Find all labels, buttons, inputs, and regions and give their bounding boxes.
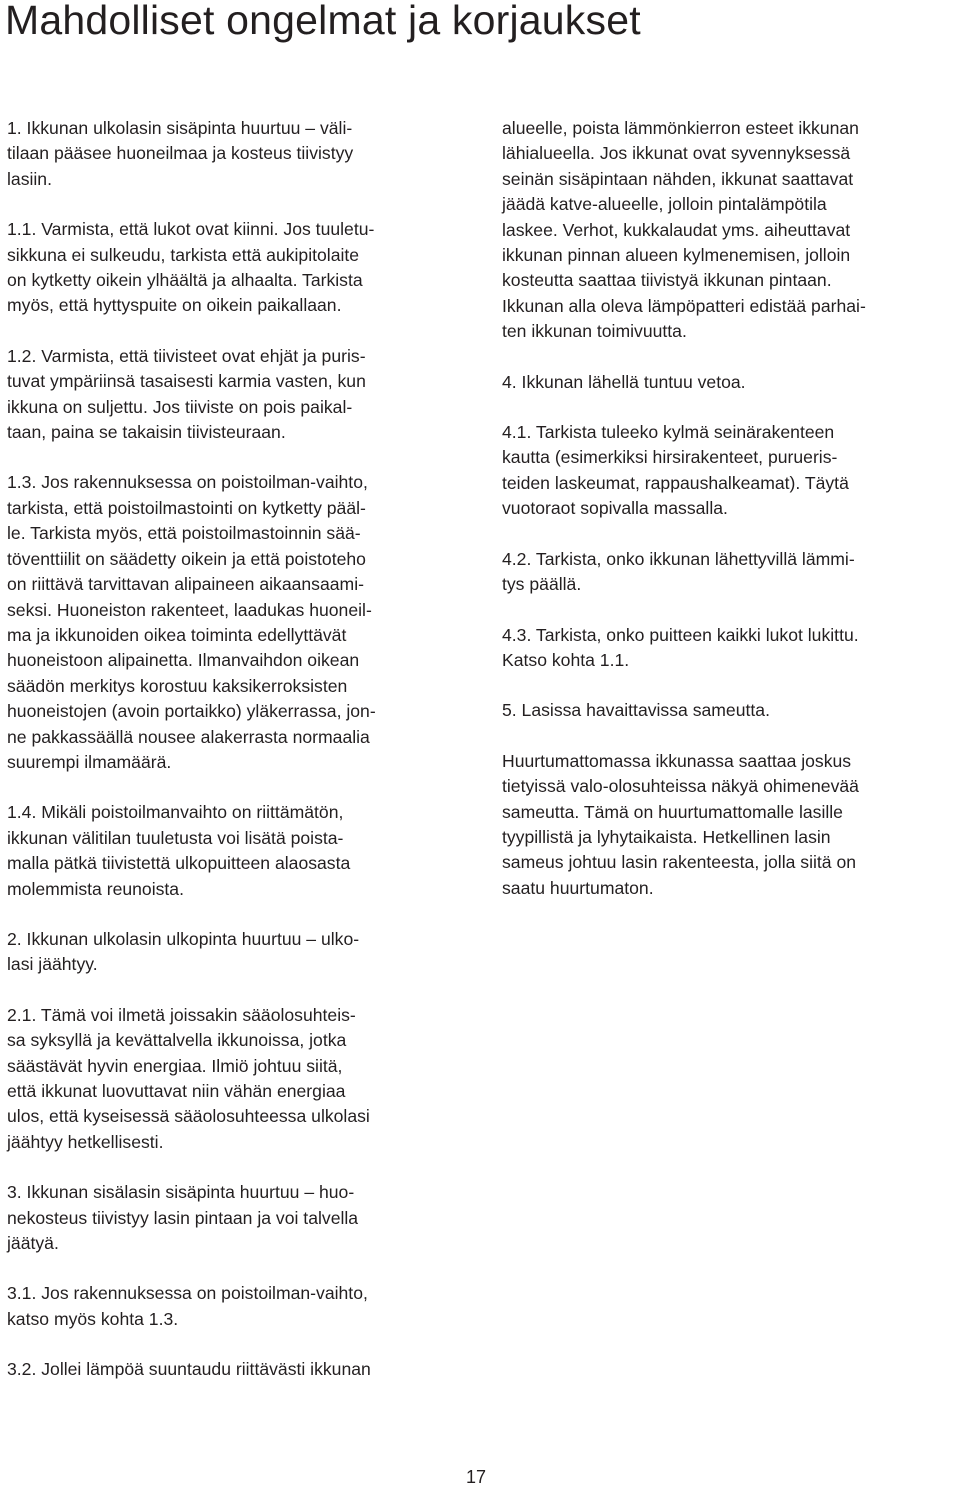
paragraph [502, 749, 957, 901]
paragraph [7, 927, 472, 978]
text-line: Katso kohta 1.1. [502, 649, 630, 670]
text-line: kosteutta saattaa tiivistyä ikkunan pintaan. [502, 270, 832, 291]
right-column [502, 116, 957, 926]
text-line: ikkuna on suljettu. Jos tiiviste on pois paikal- [7, 396, 353, 417]
text-line: ikkunan pinnan alueen kylmenemisen, jolloin [502, 245, 851, 266]
text-line: huoneistoon alipainetta. Ilmanvaihdon oikean [7, 650, 360, 671]
text-line: myös, että hyttyspuite on oikein paikallaan. [7, 295, 342, 316]
text-line: molemmista reunoista. [7, 878, 184, 899]
text-line: Ikkunan alla oleva lämpöpatteri edistää parhai- [502, 295, 866, 316]
paragraph [502, 116, 957, 345]
text-line: kautta (esimerkiksi hirsirakenteet, purueris- [502, 447, 838, 468]
text-line: tys päällä. [502, 574, 582, 595]
text-line: että ikkunat luovuttavat niin vähän energiaa [7, 1081, 346, 1101]
text-line: tuvat ympäriinsä tasaisesti karmia vasten, kun [7, 371, 366, 392]
paragraph [7, 1003, 472, 1155]
paragraph [502, 698, 957, 723]
text-line: 1.3. Jos rakennuksessa on poistoilman-vaihto, [7, 472, 368, 493]
text-line: katso myös kohta 1.3. [7, 1308, 179, 1329]
paragraph [7, 800, 472, 902]
text-line: säädön merkitys korostuu kaksikerroksisten [7, 675, 348, 696]
text-line: le. Tarkista myös, että poistoilmastoinnin sää- [7, 523, 361, 544]
text-line: teiden laskeumat, rappaushalkeamat). Täytä [502, 472, 849, 493]
text-line: 1.2. Varmista, että tiivisteet ovat ehjät ja puris- [7, 345, 366, 366]
text-line: laskee. Verhot, kukkalaudat yms. aiheuttavat [502, 219, 851, 240]
text-line: on kytketty oikein ylhäältä ja alhaalta. Tarkista [7, 270, 363, 291]
text-line: 1. Ikkunan ulkolasin sisäpinta huurtuu – väli- [7, 118, 353, 138]
text-line: jäädä katve-alueelle, jolloin pintalämpötila [502, 194, 827, 215]
text-line: 3.1. Jos rakennuksessa on poistoilman-vaihto, [7, 1283, 368, 1304]
text-line: 4.1. Tarkista tuleeko kylmä seinärakenteen [502, 422, 835, 443]
text-line: 4.2. Tarkista, onko ikkunan lähettyvillä lämmi- [502, 548, 855, 569]
text-line: töventtiilit on säädetty oikein ja että poistoteho [7, 548, 366, 569]
text-line: tarkista, että poistoilmastointi on kytketty pääl- [7, 497, 366, 518]
text-line: sikkuna ei sulkeudu, tarkista että aukipitolaite [7, 244, 360, 265]
text-line: 3.2. Jollei lämpöä suuntaudu riittävästi ikkunan [7, 1359, 371, 1380]
text-line: suurempi ilmamäärä. [7, 751, 172, 772]
text-line: lasi jäähtyy. [7, 954, 98, 975]
paragraph [502, 623, 957, 674]
text-line: nekosteus tiivistyy lasin pintaan ja voi talvella [7, 1207, 359, 1228]
text-line: ten ikkunan toimivuutta. [502, 321, 687, 342]
text-line: sameus johtuu lasin rakenteesta, jolla siitä on [502, 852, 857, 873]
text-line: jäätyä. [7, 1233, 59, 1254]
text-line: tyypillistä ja lyhytaikaista. Hetkellinen lasin [502, 826, 831, 847]
text-line: on riittävä tarvittavan alipaineen aikaansaami- [7, 574, 364, 595]
paragraph [7, 470, 472, 775]
paragraph [7, 1180, 472, 1256]
text-line: Huurtumattomassa ikkunassa saattaa joskus [502, 750, 852, 771]
text-line: vuotoraot sopivalla massalla. [502, 498, 728, 519]
text-line: taan, paina se takaisin tiivisteuraan. [7, 422, 286, 443]
text-line: sa syksyllä ja kevättalvella ikkunoissa, jotka [7, 1030, 347, 1051]
text-line: säästävät hyvin energiaa. Ilmiö johtuu siitä, [7, 1055, 343, 1076]
text-line: tietyissä valo-olosuhteissa näkyä ohimenevää [502, 776, 859, 797]
text-line: seksi. Huoneiston rakenteet, laadukas huoneil- [7, 599, 372, 620]
paragraph [502, 547, 957, 598]
text-line: malla pätkä tiivistettä ulkopuitteen alaosasta [7, 853, 351, 874]
page-title: Mahdolliset ongelmat ja korjaukset [5, 0, 641, 43]
text-line: tilaan pääsee huoneilmaa ja kosteus tiivistyy [7, 143, 354, 164]
text-line: 1.4. Mikäli poistoilmanvaihto on riittämätön, [7, 802, 344, 823]
text-line: lähialueella. Jos ikkunat ovat syvennyksessä [502, 143, 851, 164]
text-line: seinän sisäpintaan nähden, ikkunat saattavat [502, 168, 854, 189]
text-line: 1.1. Varmista, että lukot ovat kiinni. Jos tuuletu- [7, 219, 375, 240]
text-line: huoneistojen (avoin portaikko) yläkerrassa, jon- [7, 701, 376, 722]
paragraph [502, 420, 957, 522]
paragraph [7, 1357, 472, 1382]
paragraph [7, 116, 472, 192]
text-line: 3. Ikkunan sisälasin sisäpinta huurtuu – huo- [7, 1182, 355, 1203]
text-line: alueelle, poista lämmönkierron esteet ikkunan [502, 118, 859, 138]
text-line: 2. Ikkunan ulkolasin ulkopinta huurtuu – ulko- [7, 928, 360, 949]
text-line: 2.1. Tämä voi ilmetä joissakin sääolosuhteis- [7, 1004, 356, 1025]
left-column [7, 116, 472, 1408]
text-line: ikkunan välitilan tuuletusta voi lisätä poista- [7, 827, 344, 848]
paragraph [502, 370, 957, 395]
text-line: sameutta. Tämä on huurtumattomalle lasille [502, 801, 843, 822]
paragraph [7, 1281, 472, 1332]
text-line: ne pakkassäällä nousee alakerrasta normaalia [7, 726, 370, 747]
text-line: 5. Lasissa havaittavissa sameutta. [502, 700, 770, 721]
text-line: jäähtyy hetkellisesti. [7, 1131, 164, 1152]
page-number: 17 [465, 1467, 487, 1487]
text-line: ulos, että kyseisessä sääolosuhteessa ulkolasi [7, 1106, 370, 1127]
text-line: 4. Ikkunan lähellä tuntuu vetoa. [502, 371, 746, 392]
text-line: lasiin. [7, 168, 52, 189]
text-line: ma ja ikkunoiden oikea toiminta edellyttävät [7, 624, 347, 645]
text-line: saatu huurtumaton. [502, 877, 654, 898]
paragraph [7, 344, 472, 446]
text-line: 4.3. Tarkista, onko puitteen kaikki lukot lukittu. [502, 624, 859, 645]
paragraph [7, 217, 472, 319]
